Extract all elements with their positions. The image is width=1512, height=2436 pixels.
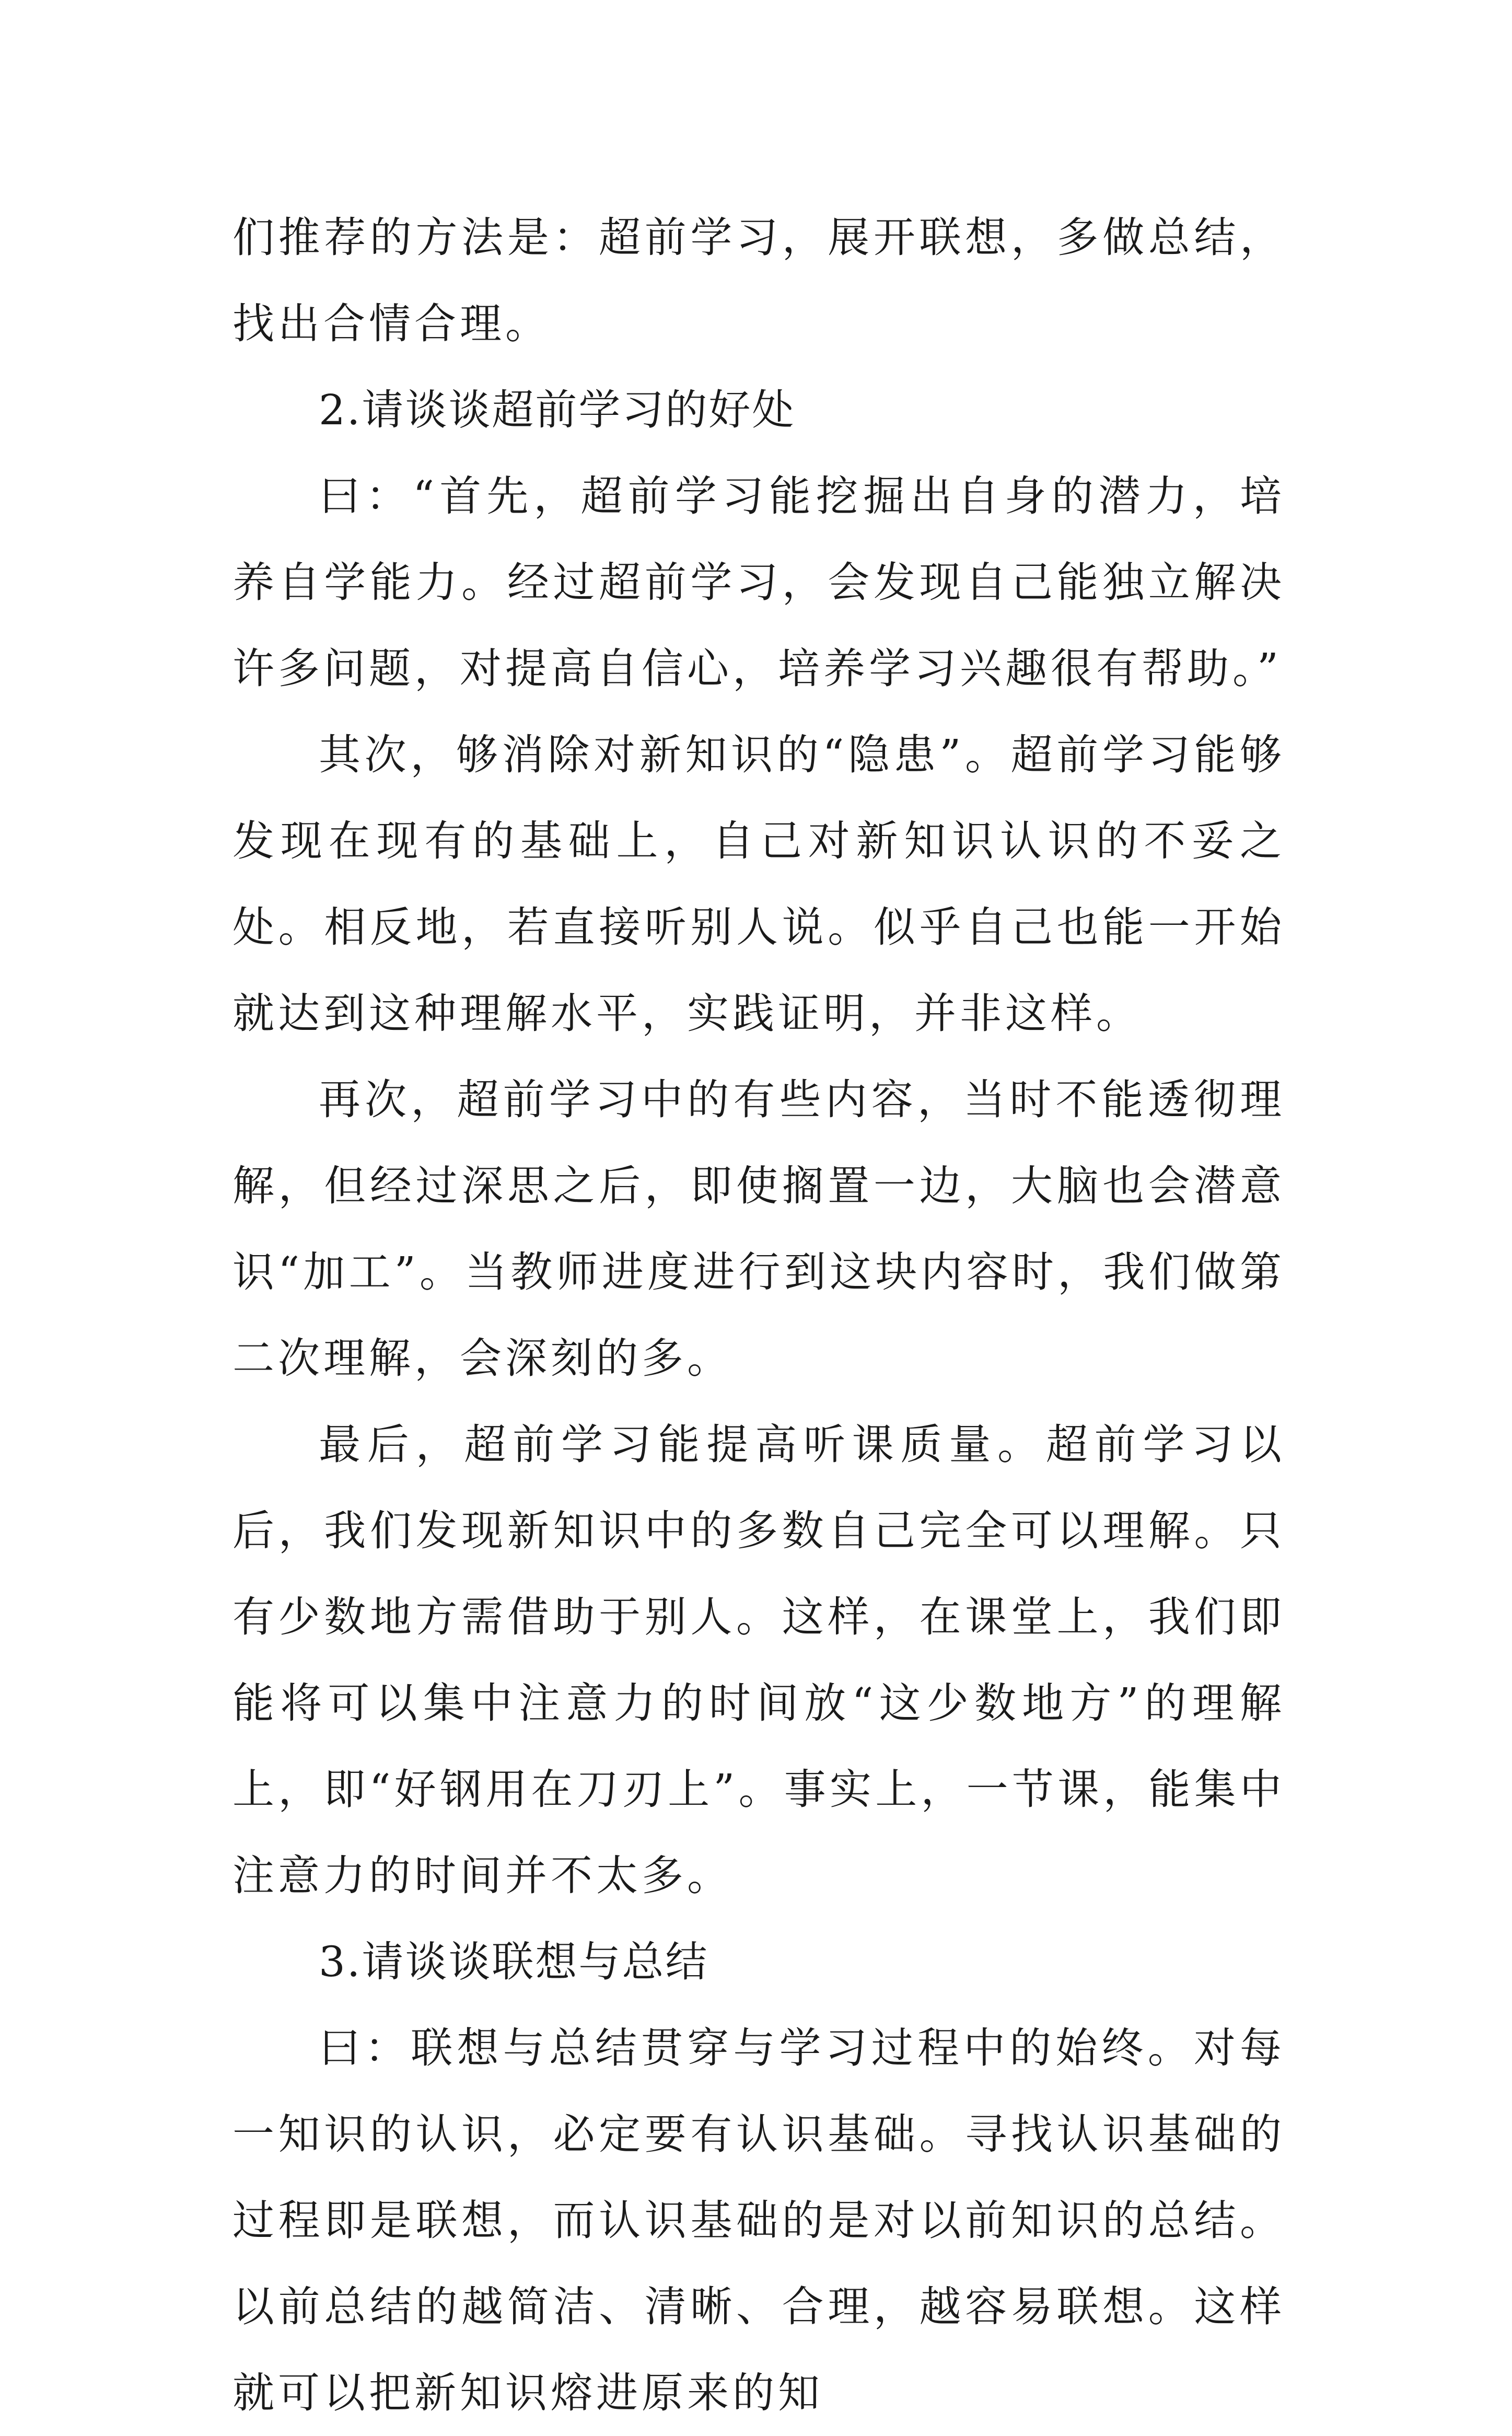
- document-body: [232, 194, 1285, 2436]
- section-heading-3: 3.请谈谈联想与总结: [319, 1938, 709, 1986]
- paragraph-continuation: 们推荐的方法是：超前学习，展开联想，多做总结，找出合情合理。: [232, 213, 1285, 348]
- paragraph-fourth-benefit: 最后，超前学习能提高听课质量。超前学习以后，我们发现新知识中的多数自己完全可以理解。只有少数地方需借助于别人。这样，在课堂上，我们即能将可以集中注意力的时间放“这少数地方”的理解上，即“好钢用在刀刃上”。事实上，一节课，能集中注意力的时间并不太多。: [232, 1420, 1285, 1900]
- paragraph-association-summary: 曰：联想与总结贯穿与学习过程中的始终。对每一知识的认识，必定要有认识基础。寻找认识基础的过程即是联想，而认识基础的是对以前知识的总结。以前总结的越简洁、清晰、合理，越容易联想。这样就可以把新知识熔进原来的知: [232, 2024, 1285, 2417]
- section-heading-2: 2.请谈谈超前学习的好处: [319, 386, 796, 434]
- paragraph-first-benefit: 曰：“首先，超前学习能挖掘出自身的潜力，培养自学能力。经过超前学习，会发现自己能独立解决许多问题，对提高自信心，培养学习兴趣很有帮助。”: [232, 472, 1285, 693]
- paragraph-third-benefit: 再次，超前学习中的有些内容，当时不能透彻理解，但经过深思之后，即使搁置一边，大脑也会潜意识“加工”。当教师进度进行到这块内容时，我们做第二次理解，会深刻的多。: [232, 1075, 1285, 1383]
- paragraph-second-benefit: 其次，够消除对新知识的“隐患”。超前学习能够发现在现有的基础上，自己对新知识认识的不妥之处。相反地，若直接听别人说。似乎自己也能一开始就达到这种理解水平，实践证明，并非这样。: [232, 730, 1285, 1038]
